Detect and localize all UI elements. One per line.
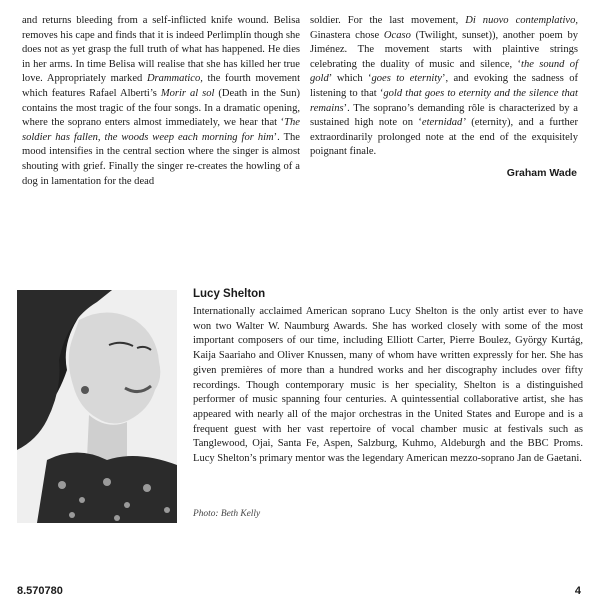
- text-segment: ’. The soprano’s demanding rôle is characterized by a sustained high note on ‘: [310, 102, 578, 129]
- text-segment: goes to eternity: [371, 73, 442, 85]
- bio-text: Internationally acclaimed American soprano Lucy Shelton is the only artist ever to have won two Walter W. Naumburg Awards. She has worked closely with some of the most important composers of our time, including Elliott Carter, Pierre Boulez, György Kurtág, Kaija Saariaho and Oliver Knussen, many of whom have written expressly for her. She has given premières of more than a hundred works and her discography includes over fifty recordings. Though contemporary music is her speciality, Shelton is a distinguished performer of music spanning four centuries. A quintessential collaborative artist, she has appeared with nearly all of the major orchestras in the United States and Europe and is a frequent guest with her vast repertoire of vocal chamber music at festivals such as Tanglewood, Ojai, Santa Fe, Aspen, Salzburg, Kuhmo, Aldeburgh and the BBC Proms. Lucy Shelton’s primary mentor was the legendary American mezzo-soprano Jan de Gaetani.: [193, 306, 583, 465]
- text-segment: and returns bleeding from a self-inflicted knife wound. Belisa removes his cape and finds that it is indeed Perlimplín though she does not as yet grasp the full truth of what has happened. He dies in her arms. In time Belisa will realise that she has killed her true love. Appropriately marked: [22, 15, 300, 85]
- essay-left-column: [22, 14, 300, 189]
- text-segment: Ocaso: [383, 29, 411, 41]
- essay-right-column: [310, 14, 578, 160]
- text-segment: eternidad’: [421, 117, 466, 129]
- text-segment: ’ which ‘: [328, 73, 372, 85]
- text-segment: Ginastera chose: [310, 29, 384, 41]
- text-segment: ’. The mood intensifies in the central section where the singer is almost shouting with grief. Finally the singer re-creates the howling of a dog in lamentation for the dead: [22, 131, 300, 187]
- text-segment: the sound of gold: [310, 58, 578, 85]
- text-segment: The soldier has fallen, the woods weep each morning for him: [22, 117, 300, 143]
- text-segment: Morir al sol: [160, 87, 215, 99]
- photo-credit: Photo: Beth Kelly: [193, 509, 261, 519]
- text-segment: (Twilight, sunset)), another poem by Jiménez. The movement starts with plaintive strings celebrating the duality of music and silence, ‘: [310, 29, 578, 70]
- text-segment: the fourth movement which features Rafael Alberti’s: [22, 73, 300, 99]
- text-segment: Di nuovo contemplativo,: [465, 15, 578, 26]
- essay-author: Graham Wade: [506, 167, 577, 179]
- text-segment: Drammatico,: [146, 73, 203, 85]
- catalog-number: 8.570780: [17, 585, 63, 597]
- page-number: 4: [574, 585, 581, 597]
- bio-name: Lucy Shelton: [193, 288, 266, 300]
- text-segment: ’, and evoking the sadness of listening to that ‘: [310, 73, 578, 99]
- text-segment: gold that goes to eternity and the silence that remains: [310, 87, 578, 114]
- portrait-photo: [17, 290, 177, 523]
- text-segment: (Death in the Sun) contains the most tragic of the four songs. In a dramatic opening, where the soprano enters almost immediately, we hear that ‘: [22, 87, 300, 129]
- text-segment: (eternity), and a further extraordinarily prolonged note at the end of the exquisitely poignant finale.: [310, 117, 578, 158]
- text-segment: soldier. For the last movement,: [310, 15, 466, 26]
